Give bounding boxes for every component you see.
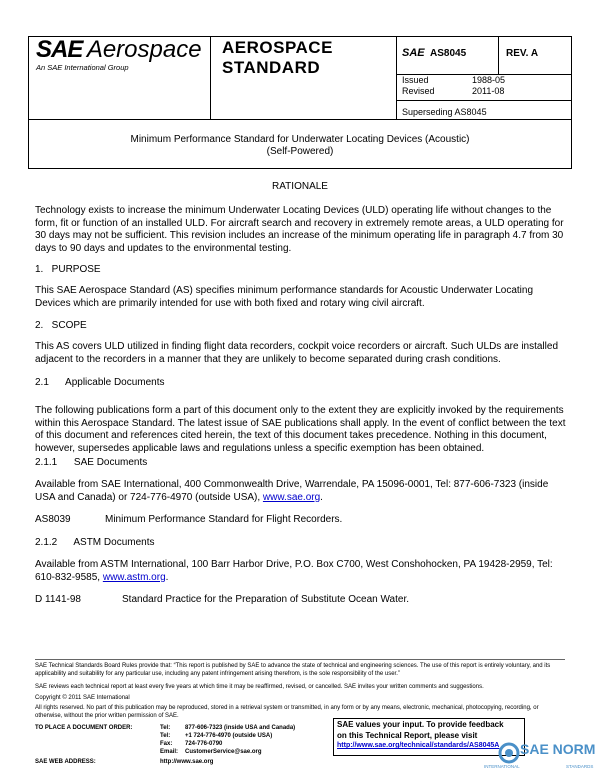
issued-value: 1988-05	[472, 75, 506, 85]
sae-website-link[interactable]: www.sae.org	[262, 491, 321, 503]
web-value: http://www.sae.org	[160, 759, 214, 765]
purpose-text: This SAE Aerospace Standard (AS) specifies minimum performance standards for Acoustic Underwater Locating Devices which are primarily intended for use with both fixed and rotary wing civil aircraft.	[35, 285, 534, 309]
astm-end: .	[165, 571, 169, 583]
astm-heading: 2.1.2 ASTM Documents	[35, 537, 155, 548]
header-divider-2	[396, 36, 397, 120]
d1141-number: D 1141-98	[35, 594, 81, 605]
mini-sae-logo: SAE	[402, 47, 425, 59]
sae-aerospace-logo	[36, 36, 202, 64]
astm-website-link[interactable]: www.astm.org	[102, 571, 166, 583]
doc-type-line1: AEROSPACE	[222, 38, 333, 57]
watermark-sub1: INTERNATIONAL	[484, 764, 520, 769]
logo-sae-text: SAE	[36, 36, 83, 63]
document-title-line1: Minimum Performance Standard for Underwater Locating Devices (Acoustic)	[130, 134, 470, 145]
revised-label: Revised	[402, 86, 435, 96]
applicable-text: The following publications form a part of this document only to the extent they are explicitly invoked by the requirements within this Aerospace Standard. The latest issue of SAE publications shall apply. In the event of conflict between the text of this document and references cited herein, the text of this document takes precedence. Nothing in this document, however, supersedes applicable laws and regulations unless a specific exemption has been obtained.	[35, 405, 566, 454]
scope-text: This AS covers ULD utilized in finding flight data recorders, cockpit voice recorders or aircraft. Such ULDs are installed adjacent to the recorders in a manner that they are unlikely to become separated during crash conditions.	[35, 341, 559, 365]
rationale-text: Technology exists to increase the minimum Underwater Locating Devices (ULD) operating life without changes to the form, fit or function of an installed ULD. For aircraft search and recovery in extremely remote areas, a ULD operating for 30 days may not be sufficient. This revision includes an increase of the minimum operating life in paragraph 4.7 from 30 days to 90 days and updates to the environmental testing.	[35, 205, 564, 254]
watermark-swirl-icon	[498, 740, 520, 766]
watermark-sub2: STANDARDS	[566, 764, 594, 769]
doc-type-line2: STANDARD	[222, 58, 321, 77]
issued-label: Issued	[402, 75, 429, 85]
document-title-line2: (Self-Powered)	[266, 146, 334, 157]
email-value: CustomerService@sae.org	[185, 749, 262, 755]
tel-label: Tel:	[160, 725, 171, 731]
footer-copyright: Copyright © 2011 SAE International	[35, 695, 130, 701]
logo-tagline: An SAE International Group	[36, 63, 129, 72]
footer-board-rules: SAE Technical Standards Board Rules provide that: “This report is published by SAE to advance the state of technical and engineering sciences. The use of this report is entirely voluntary, and its applicability and suitability for any particular use, including any patent infringement arising therefrom, is the sole responsibility of the user.”	[35, 663, 551, 677]
footer-rule	[35, 659, 565, 660]
as8039-title: Minimum Performance Standard for Flight Recorders.	[105, 514, 343, 525]
astm-text: Available from ASTM International, 100 Barr Harbor Drive, P.O. Box C700, West Conshohocken, PA 19428-2959, Tel: 610-832-9585,	[35, 559, 553, 583]
sae-docs-text: Available from SAE International, 400 Commonwealth Drive, Warrendale, PA 15096-0001, Tel: 877-606-7323 (inside USA and Canada) or 724-776-4970 (outside USA),	[35, 479, 549, 503]
sae-docs-end: .	[320, 491, 323, 503]
watermark-logo	[484, 738, 598, 772]
feedback-link[interactable]: http://www.sae.org/technical/standards/AS8045A	[337, 742, 500, 749]
tel2-label: Tel:	[160, 733, 171, 739]
header-hline-2	[396, 100, 572, 101]
doc-number: AS8045	[430, 48, 467, 59]
title-bottom-rule	[28, 168, 572, 169]
tel-value: 877-606-7323 (inside USA and Canada)	[185, 725, 296, 731]
watermark-text: SAE NORM	[520, 741, 596, 757]
tel2-value: +1 724-776-4970 (outside USA)	[185, 733, 273, 739]
footer-review: SAE reviews each technical report at least every five years at which time it may be reaffirmed, revised, or cancelled. SAE invites your written comments and suggestions.	[35, 684, 484, 690]
feedback-line1: SAE values your input. To provide feedback	[337, 720, 504, 729]
fax-label: Fax:	[160, 741, 173, 747]
astm-paragraph	[35, 559, 567, 584]
order-label: TO PLACE A DOCUMENT ORDER:	[35, 725, 133, 731]
revision: REV. A	[506, 48, 539, 59]
logo-aerospace-text: Aerospace	[86, 36, 202, 63]
header-divider-1	[210, 36, 211, 120]
footer-rights: All rights reserved. No part of this publication may be reproduced, stored in a retrieval system or transmitted, in any form or by any means, electronic, mechanical, photocopying, recording, or otherwise, without the prior written permission of SAE.	[35, 705, 539, 719]
web-label: SAE WEB ADDRESS:	[35, 759, 96, 765]
sae-docs-heading: 2.1.1 SAE Documents	[35, 457, 148, 468]
feedback-line2: on this Technical Report, please visit	[337, 731, 478, 740]
email-label: Email:	[160, 749, 179, 755]
revised-value: 2011-08	[472, 86, 505, 96]
header-divider-3	[498, 36, 499, 74]
applicable-heading: 2.1 Applicable Documents	[35, 377, 165, 388]
fax-value: 724-776-0790	[185, 741, 223, 747]
scope-heading: 2. SCOPE	[35, 320, 87, 331]
superseding: Superseding AS8045	[402, 107, 487, 117]
d1141-title: Standard Practice for the Preparation of Substitute Ocean Water.	[122, 594, 410, 605]
sae-docs-paragraph	[35, 479, 567, 504]
purpose-heading: 1. PURPOSE	[35, 264, 101, 275]
rationale-heading: RATIONALE	[272, 181, 328, 192]
as8039-number: AS8039	[35, 514, 71, 525]
